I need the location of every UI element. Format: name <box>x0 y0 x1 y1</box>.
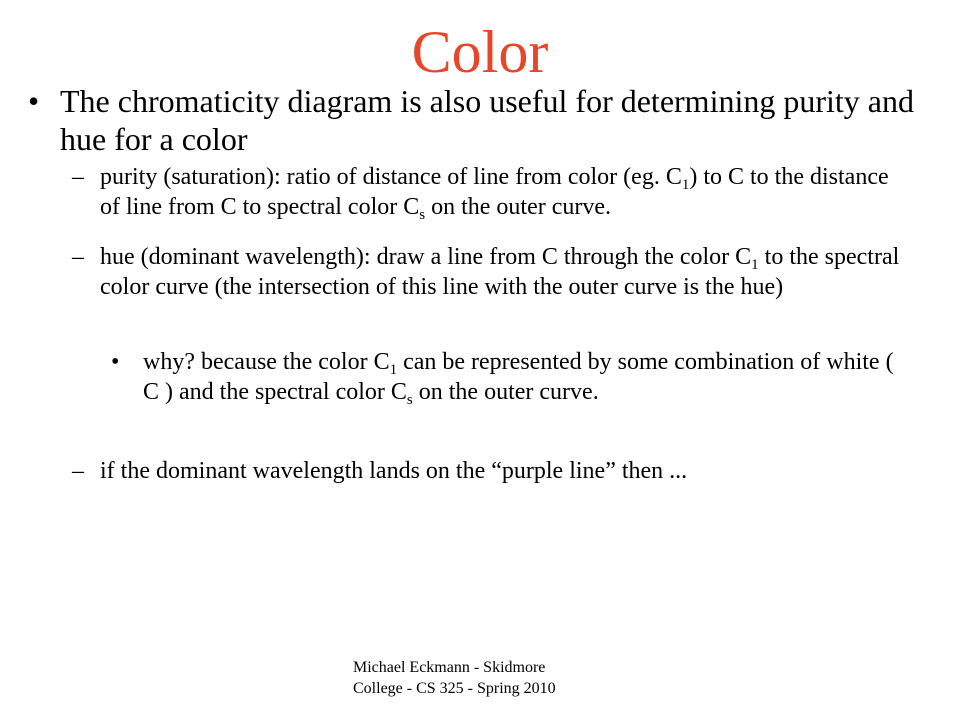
hue-text: hue (dominant wavelength): draw a line from C through the color $C_1$ to the spectral color curve (the intersection of this line with the outer curve is the hue) <box>100 244 900 300</box>
subsubpoint-why <box>111 347 915 408</box>
purple-line-text: if the dominant wavelength lands on the “purple line” then ... <box>100 458 688 484</box>
subpoint-purple-line <box>72 456 912 486</box>
footer-line-1: Michael Eckmann - Skidmore <box>353 659 546 676</box>
dash-marker: – <box>72 244 84 270</box>
dash-marker: – <box>72 458 84 484</box>
footer <box>353 657 556 699</box>
footer-line-2: College - CS 325 - Spring 2010 <box>353 680 556 697</box>
bullet-text: The chromaticity diagram is also useful for determining purity and hue for a color <box>60 83 914 157</box>
bullet-marker: • <box>28 83 40 119</box>
subpoint-purity <box>72 162 912 222</box>
why-text: why? because the color $C_1$ can be represented by some combination of white ( C ) and the spectral color $C_s$ on the outer curve. <box>143 349 894 408</box>
bullet-marker: • <box>111 349 120 375</box>
bullet-chromaticity <box>30 82 940 158</box>
dash-marker: – <box>72 164 84 190</box>
purity-text: purity (saturation): ratio of distance of line from color (eg. $C_1$) to C to the distance of line from C to spectral color $C_s$ on the outer curve. <box>100 164 889 223</box>
subpoint-hue <box>72 242 912 302</box>
slide-title: Color <box>411 19 549 85</box>
